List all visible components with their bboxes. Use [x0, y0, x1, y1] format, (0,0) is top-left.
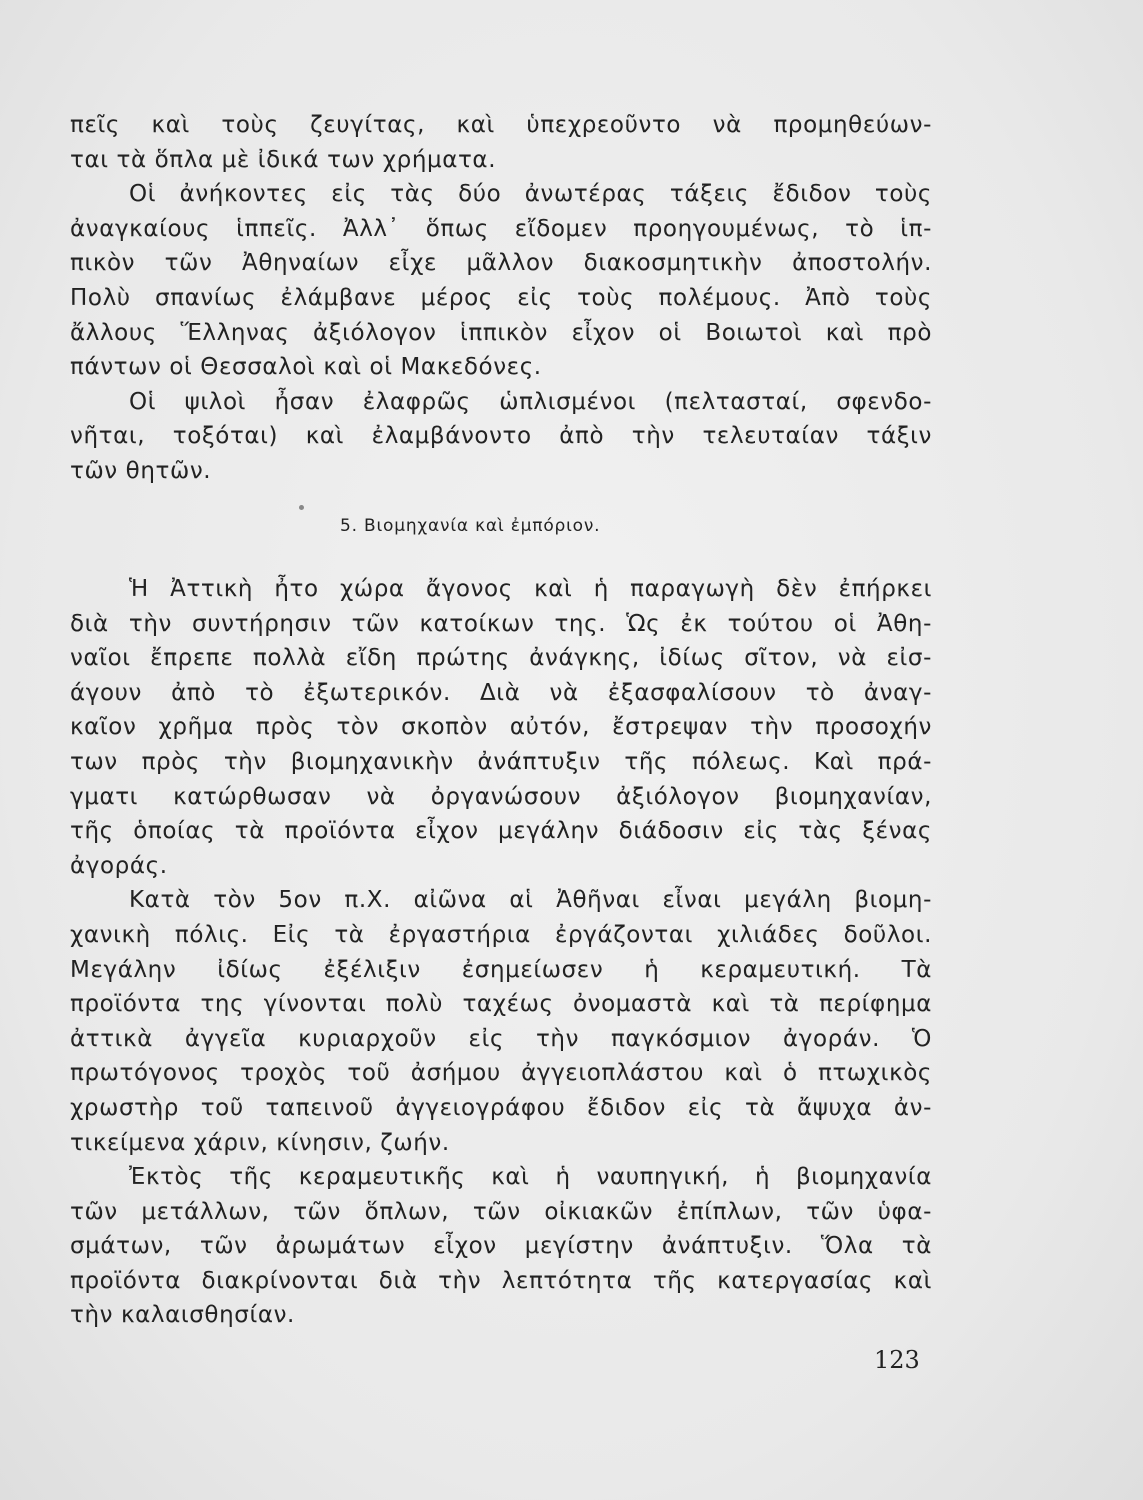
text-line: Ἐκτὸς τῆς κεραμευτικῆς καὶ ἡ ναυπηγική, ἡ βιομηχανία — [129, 1164, 932, 1191]
text-block-bottom — [70, 572, 932, 1333]
text-line: Κατὰ τὸν 5ον π.Χ. αἰῶνα αἱ Ἀθῆναι εἶναι μεγάλη βιομη- — [129, 887, 932, 914]
text-line: ἀναγκαίους ἱππεῖς. Ἀλλ᾽ ὅπως εἴδομεν προηγουμένως, τὸ ἱπ- — [70, 215, 932, 242]
paragraph-1 — [70, 108, 932, 177]
text-line: πάντων οἱ Θεσσαλοὶ καὶ οἱ Μακεδόνες. — [70, 354, 542, 381]
text-line: τῆς ὁποίας τὰ προϊόντα εἶχον μεγάλην διάδοσιν εἰς τὰς ξένας — [70, 818, 932, 845]
text-line: χανικὴ πόλις. Εἰς τὰ ἐργαστήρια ἐργάζονται χιλιάδες δοῦλοι. — [70, 921, 932, 948]
text-line: ται τὰ ὅπλα μὲ ἰδικά των χρήματα. — [70, 146, 497, 173]
section-heading: 5. Βιομηχανία καὶ ἐμπόριον. — [340, 516, 601, 536]
text-line: τῶν μετάλλων, τῶν ὅπλων, τῶν οἰκιακῶν ἐπίπλων, τῶν ὑφα- — [70, 1198, 932, 1225]
text-line: καῖον χρῆμα πρὸς τὸν σκοπὸν αὐτόν, ἔστρεψαν τὴν προσοχήν — [70, 714, 932, 741]
text-line: γματι κατώρθωσαν νὰ ὀργανώσουν ἀξιόλογον βιομηχανίαν, — [70, 783, 932, 810]
text-line: τῶν θητῶν. — [70, 457, 212, 484]
text-block-top — [70, 108, 932, 489]
text-line: ἀττικὰ ἀγγεῖα κυριαρχοῦν εἰς τὴν παγκόσμιον ἀγοράν. Ὁ — [70, 1025, 932, 1052]
text-line: Οἱ ψιλοὶ ἦσαν ἐλαφρῶς ὡπλισμένοι (πελτασταί, σφενδο- — [129, 388, 932, 415]
text-line: ἀγοράς. — [70, 852, 168, 879]
text-line: Οἱ ἀνήκοντες εἰς τὰς δύο ἀνωτέρας τάξεις ἔδιδον τοὺς — [129, 181, 932, 208]
text-line: άγουν ἀπὸ τὸ ἐξωτερικόν. Διὰ νὰ ἐξασφαλίσουν τὸ ἀναγ- — [70, 679, 932, 706]
paragraph-3 — [70, 385, 932, 489]
page-number: 123 — [874, 1346, 920, 1374]
text-line: πικὸν τῶν Ἀθηναίων εἶχε μᾶλλον διακοσμητικὴν ἀποστολήν. — [70, 250, 932, 277]
text-line: προϊόντα διακρίνονται διὰ τὴν λεπτότητα τῆς κατεργασίας καὶ — [70, 1267, 932, 1294]
text-line: τικείμενα χάριν, κίνησιν, ζωήν. — [70, 1129, 450, 1156]
text-line: ἄλλους Ἕλληνας ἀξιόλογον ἱππικὸν εἶχον οἱ Βοιωτοὶ καὶ πρὸ — [70, 319, 932, 346]
text-line: προϊόντα της γίνονται πολὺ ταχέως ὀνομαστὰ καὶ τὰ περίφημα — [70, 991, 932, 1018]
text-line: Ἡ Ἀττικὴ ἦτο χώρα ἄγονος καὶ ἡ παραγωγὴ δὲν ἐπήρκει — [129, 576, 932, 602]
text-line: διὰ τὴν συντήρησιν τῶν κατοίκων της. Ὡς ἐκ τούτου οἱ Ἀθη- — [70, 610, 932, 637]
text-line: νῆται, τοξόται) καὶ ἐλαμβάνοντο ἀπὸ τὴν τελευταίαν τάξιν — [70, 423, 932, 450]
text-line: χρωστὴρ τοῦ ταπεινοῦ ἀγγειογράφου ἔδιδον εἰς τὰ ἄψυχα ἀν- — [70, 1094, 932, 1121]
text-line: Μεγάλην ἰδίως ἐξέλιξιν ἐσημείωσεν ἡ κεραμευτική. Τὰ — [70, 956, 932, 983]
text-line: Πολὺ σπανίως ἐλάμβανε μέρος εἰς τοὺς πολέμους. Ἀπὸ τοὺς — [70, 284, 932, 311]
paragraph-4 — [70, 572, 932, 883]
paragraph-5 — [70, 883, 932, 1160]
text-line: ναῖοι ἔπρεπε πολλὰ εἴδη πρώτης ἀνάγκης, ἰδίως σῖτον, νὰ εἰσ- — [70, 645, 932, 672]
text-line: των πρὸς τὴν βιομηχανικὴν ἀνάπτυξιν τῆς πόλεως. Καὶ πρά- — [70, 748, 932, 775]
text-line: πεῖς καὶ τοὺς ζευγίτας, καὶ ὑπεχρεοῦντο νὰ προμηθεύων- — [70, 112, 932, 138]
text-line: σμάτων, τῶν ἀρωμάτων εἶχον μεγίστην ἀνάπτυξιν. Ὅλα τὰ — [70, 1233, 932, 1260]
text-line: τὴν καλαισθησίαν. — [70, 1302, 295, 1329]
paragraph-2 — [70, 177, 932, 385]
print-speck — [299, 505, 304, 510]
paragraph-6 — [70, 1160, 932, 1333]
text-line: πρωτόγονος τροχὸς τοῦ ἀσήμου ἀγγειοπλάστου καὶ ὁ πτωχικὸς — [70, 1060, 932, 1087]
